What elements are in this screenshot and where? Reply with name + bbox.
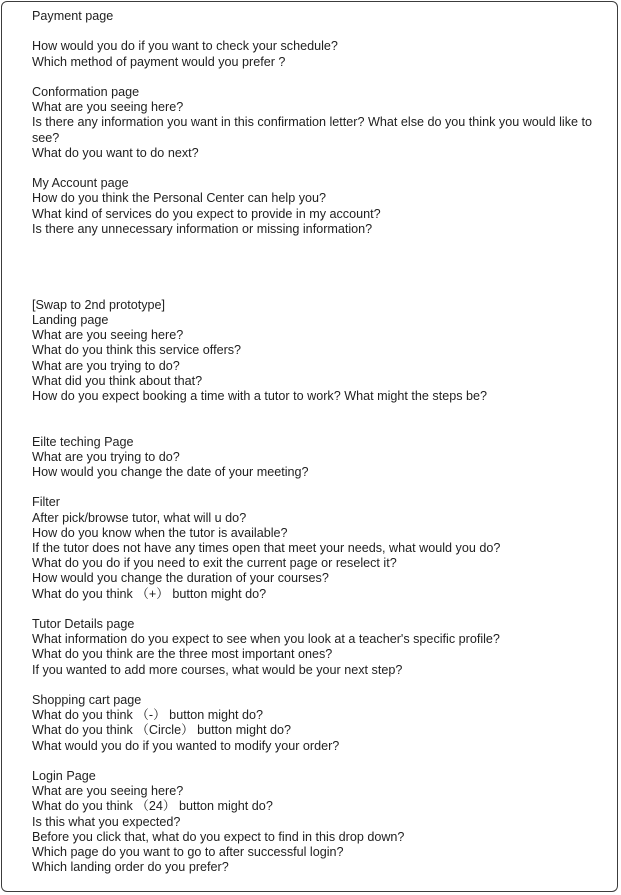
question-line: What are you seeing here? — [32, 100, 184, 115]
spacer — [32, 754, 603, 769]
question-line: How do you expect booking a time with a tutor to work? What might the steps be? — [32, 389, 488, 404]
section-title: Conformation page — [32, 84, 140, 99]
question-line: What kind of services do you expect to provide in my account? — [32, 206, 381, 221]
section-landing-page — [32, 298, 603, 404]
section-title: Eilte teching Page — [32, 434, 134, 449]
question-line: Which landing order do you prefer? — [32, 860, 229, 875]
question-line: What do you do if you need to exit the current page or reselect it? — [32, 556, 397, 571]
section-title: Payment page — [32, 9, 114, 23]
spacer — [32, 70, 603, 85]
spacer — [32, 602, 603, 617]
question-line: What do you want to do next? — [32, 145, 199, 160]
question-line: What do you think are the three most important ones? — [32, 647, 333, 662]
section-title: Shopping cart page — [32, 693, 142, 708]
question-line: How would you change the date of your meeting? — [32, 465, 309, 480]
spacer — [32, 161, 603, 176]
section-elite-teaching-page — [32, 435, 603, 481]
question-line: Is there any information you want in this confirmation letter? What else do you think you would like to see? — [32, 115, 593, 145]
question-line: How would you do if you want to check your schedule? — [32, 39, 338, 54]
question-line: What are you seeing here? — [32, 784, 184, 799]
question-line: What are you trying to do? — [32, 449, 180, 464]
question-line: What do you think （-） button might do? — [32, 708, 264, 723]
question-line: Which page do you want to go to after successful login? — [32, 845, 344, 860]
question-line: After pick/browse tutor, what will u do? — [32, 510, 247, 525]
question-line: Which method of payment would you prefer ? — [32, 54, 286, 69]
question-line: What do you think （+） button might do? — [32, 586, 267, 601]
section-confirmation-page — [32, 85, 603, 161]
question-line: If you wanted to add more courses, what would be your next step? — [32, 662, 403, 677]
spacer — [32, 678, 603, 693]
section-shopping-cart-page — [32, 693, 603, 754]
section-title: Login Page — [32, 769, 96, 784]
question-line: What do you think this service offers? — [32, 343, 242, 358]
question-line: Is this what you expected? — [32, 814, 181, 829]
question-line: If the tutor does not have any times open that meet your needs, what would you do? — [32, 541, 501, 556]
question-line: What did you think about that? — [32, 373, 203, 388]
section-filter — [32, 495, 603, 601]
section-tutor-details-page — [32, 617, 603, 678]
spacer — [32, 24, 603, 39]
question-line: What would you do if you wanted to modify your order? — [32, 738, 340, 753]
section-title: My Account page — [32, 176, 129, 191]
section-title: Tutor Details page — [32, 617, 135, 632]
question-line: What are you seeing here? — [32, 328, 184, 343]
section-title: Landing page — [32, 313, 109, 327]
section-payment-page — [32, 9, 603, 70]
section-title: Filter — [32, 495, 60, 510]
spacer — [32, 404, 603, 434]
section-my-account-page — [32, 176, 603, 237]
question-line: How do you think the Personal Center can help you? — [32, 191, 327, 206]
question-line: Is there any unnecessary information or missing information? — [32, 221, 373, 236]
spacer — [32, 480, 603, 495]
question-line: What do you think （Circle） button might do? — [32, 723, 291, 738]
spacer — [32, 237, 603, 298]
document-frame — [1, 1, 618, 892]
section-login-page — [32, 769, 603, 875]
question-line: How do you know when the tutor is available? — [32, 525, 288, 540]
question-line: Before you click that, what do you expect to find in this drop down? — [32, 829, 405, 844]
question-line: How would you change the duration of your courses? — [32, 571, 329, 586]
question-line: What information do you expect to see when you look at a teacher's specific profile? — [32, 632, 500, 647]
question-line: What do you think （24） button might do? — [32, 799, 273, 814]
document-body — [32, 9, 603, 875]
question-line: What are you trying to do? — [32, 358, 180, 373]
prototype-note: [Swap to 2nd prototype] — [32, 297, 166, 312]
